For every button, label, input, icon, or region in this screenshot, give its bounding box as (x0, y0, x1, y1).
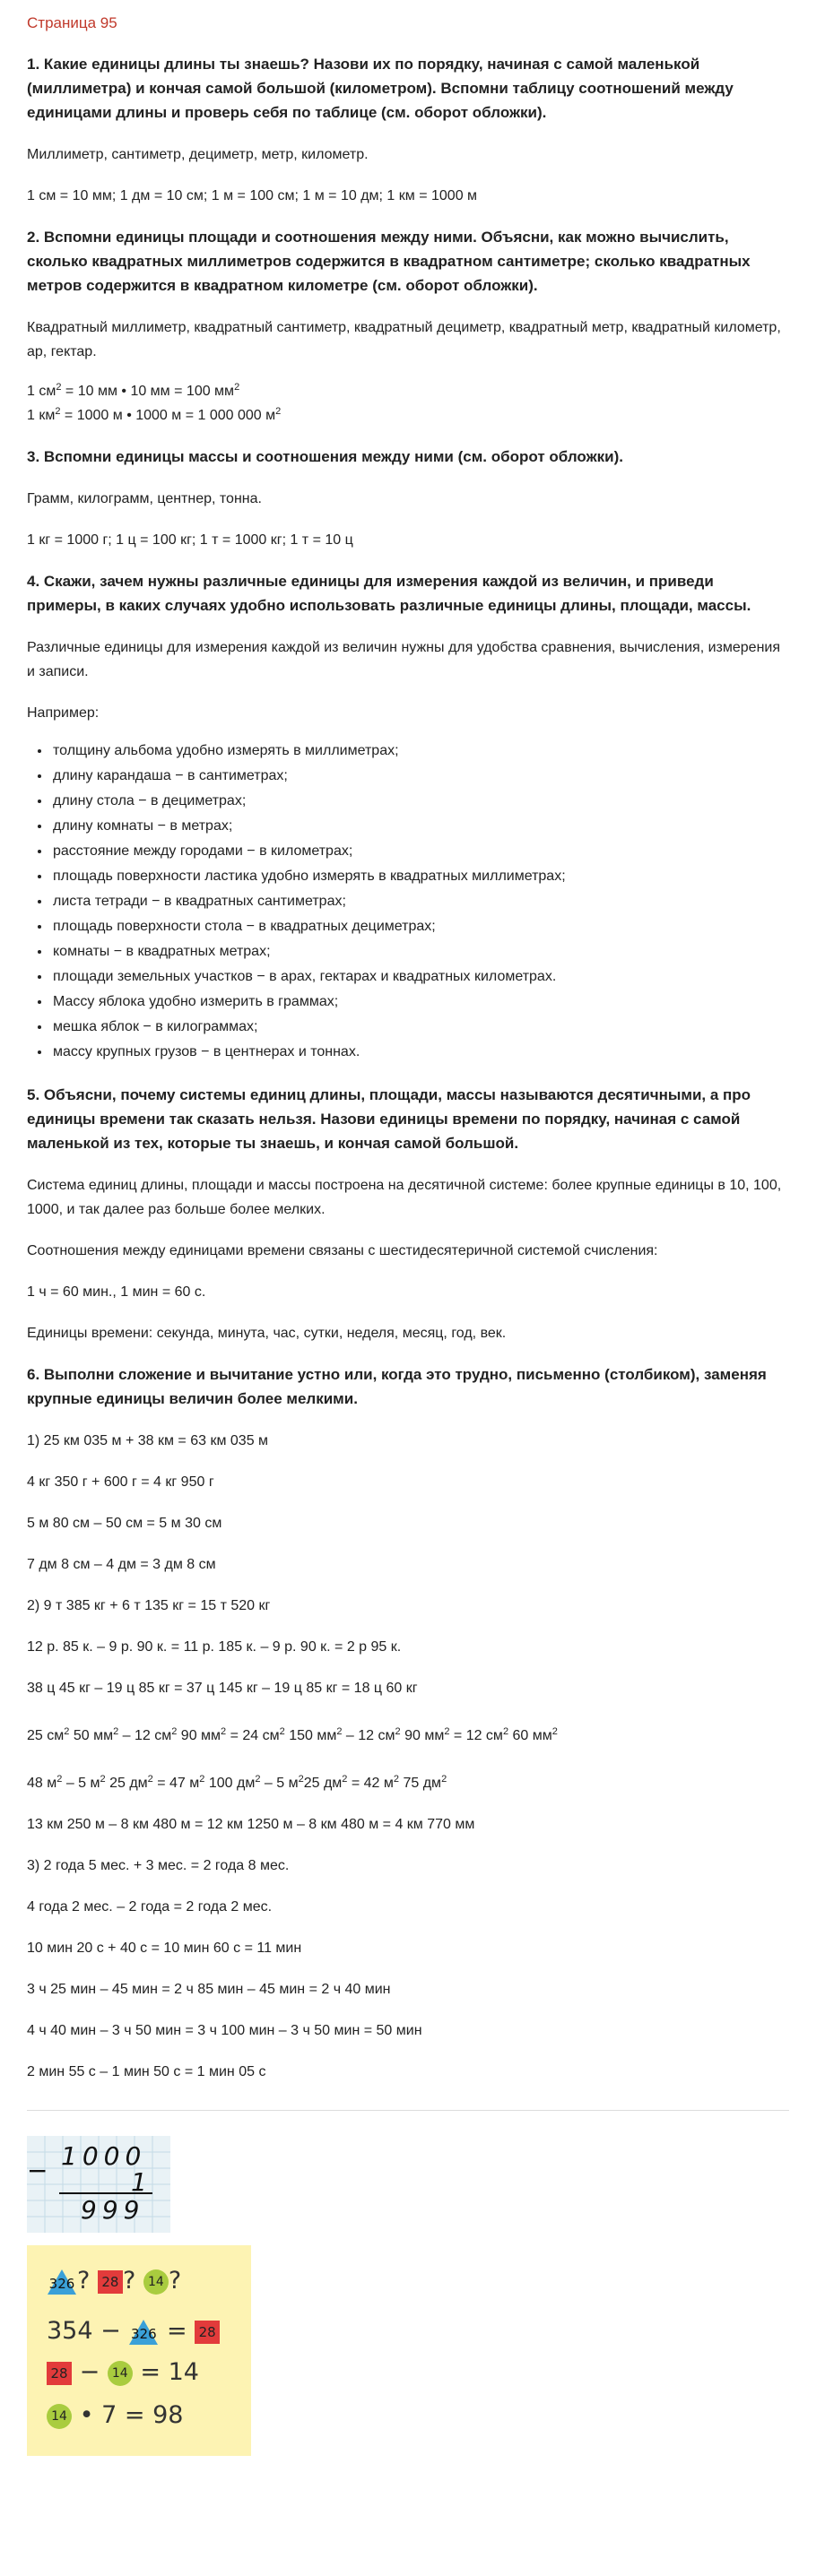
minus-sign: − (27, 2156, 54, 2185)
calc-line: 10 мин 20 с + 40 с = 10 мин 60 с = 11 мин (27, 1941, 302, 1956)
list-item: • листа тетради − в квадратных сантиметрах; (51, 889, 789, 914)
calc-line-area: 25 $см^2$ 50 $мм^2 - 12$ $см^2$ 90 $мм^2 = 24$ $см^2$ 150 $мм^2 - 12$ $см^2$ 90 $мм^2 = 12$ $см^2$ 60 $мм^2$ (27, 1726, 558, 1743)
question-5: 5. Объясни, почему системы единиц длины, площади, массы называются десятичными, а про единицы времени так сказать нельзя. Назови единицы времени по порядку, начиная с самой маленькой из тех, которые ты знаешь, и кончая самой большой. (27, 1086, 751, 1152)
list-item: • длину комнаты − в метрах; (51, 814, 789, 839)
solution-page (27, 0, 789, 2456)
answer-3-ratios: 1 кг = 1000 г; 1 ц = 100 кг; 1 т = 1000 кг; 1 т = 10 ц (27, 532, 353, 548)
answer-1-ratios: 1 см = 10 мм; 1 дм = 10 см; 1 м = 100 см; 1 м = 10 дм; 1 км = 1000 м (27, 188, 478, 203)
question-3: 3. Вспомни единицы массы и соотношения между ними (см. оборот обложки). (27, 448, 623, 465)
question-2: 2. Вспомни единицы площади и соотношения между ними. Объясни, как можно вычислить, сколько квадратных миллиметров содержится в квадратном сантиметре; сколько квадратных метров содержится в квадратном километре (см. оборот обложки). (27, 229, 751, 294)
puzzle-row-3: 28 − 14 = 14 (47, 2358, 199, 2386)
calc-line: 4 кг 350 г + 600 г = 4 кг 950 г (27, 1474, 214, 1490)
divider (27, 2110, 789, 2111)
green-circle: 14 (108, 2361, 133, 2386)
difference: 999 (81, 2195, 145, 2225)
answer-5-sexagesimal: Соотношения между единицами времени связаны с шестидесятеричной системой счисления: (27, 1243, 658, 1258)
calc-line: 3) 2 года 5 мес. + 3 мес. = 2 года 8 мес. (27, 1858, 290, 1873)
triangle-icon: 326 (47, 2269, 77, 2295)
puzzle-row-4: 14 • 7 = 98 (47, 2401, 183, 2429)
list-item: • мешка яблок − в килограммах; (51, 1015, 789, 1040)
triangle-icon: 326 (128, 2319, 159, 2346)
red-square: 28 (98, 2270, 123, 2294)
minuend: 1000 (61, 2141, 147, 2171)
green-circle: 14 (47, 2404, 72, 2429)
calc-line: 3 ч 25 мин – 45 мин = 2 ч 85 мин – 45 мин = 2 ч 40 мин (27, 1982, 391, 1997)
answer-2-units: Квадратный миллиметр, квадратный сантиметр, квадратный дециметр, квадратный метр, квадратный километр, ар, гектар. (27, 320, 781, 359)
question-4: 4. Скажи, зачем нужны различные единицы для измерения каждой из величин, и приведи примеры, в каких случаях удобно использовать различные единицы длины, площади, массы. (27, 573, 751, 614)
question-6: 6. Выполни сложение и вычитание устно или, когда это трудно, письменно (столбиком), заменяя крупные единицы величин более мелкими. (27, 1366, 767, 1407)
calc-line: 5 м 80 см – 50 см = 5 м 30 см (27, 1516, 222, 1531)
list-item: • толщину альбома удобно измерять в миллиметрах; (51, 739, 789, 764)
answer-4-intro: Различные единицы для измерения каждой из величин нужны для удобства сравнения, вычисления, измерения и записи. (27, 640, 781, 679)
calc-line-area: 48 $м^2 - 5$ $м^2$ 25 $дм^2 = 47$ $м^2$ 100 $дм^2 - 5$ $м^225$ $дм^2 = 42$ $м^2$ 75 $дм^2$ (27, 1774, 447, 1791)
list-item: • Массу яблока удобно измерить в граммах; (51, 990, 789, 1015)
list-item: • массу крупных грузов − в центнерах и тоннах. (51, 1040, 789, 1065)
column-subtraction-figure (27, 2136, 170, 2233)
calc-line: 2 мин 55 с – 1 мин 50 с = 1 мин 05 с (27, 2064, 266, 2079)
green-circle: 14 (143, 2269, 169, 2295)
list-item: • комнаты − в квадратных метрах; (51, 939, 789, 964)
calc-line: 2) 9 т 385 кг + 6 т 135 кг = 15 т 520 кг (27, 1598, 271, 1613)
page-link[interactable]: Страница 95 (27, 14, 117, 31)
answer-3-units: Грамм, килограмм, центнер, тонна. (27, 491, 262, 506)
list-item: • площади земельных участков − в арах, гектарах и квадратных километрах. (51, 964, 789, 990)
answer-5-time-ratios: 1 ч = 60 мин., 1 мин = 60 с. (27, 1284, 206, 1300)
list-item: • расстояние между городами − в километрах; (51, 839, 789, 864)
list-item: • площадь поверхности стола − в квадратных дециметрах; (51, 914, 789, 939)
red-square: 28 (47, 2362, 72, 2385)
answer-2-formula-cm: 1 $см^2 = 10$ мм • 10 мм = 100 $мм^2$ (27, 382, 240, 399)
subtrahend: 1 (131, 2167, 152, 2197)
calc-line: 7 дм 8 см – 4 дм = 3 дм 8 см (27, 1557, 216, 1572)
answer-2-formula-km: 1 $км^2 = 1000$ м • 1000 м = 1 000 000 $м^2$ (27, 406, 282, 423)
shapes-puzzle-figure (27, 2245, 251, 2456)
question-1: 1. Какие единицы длины ты знаешь? Назови их по порядку, начиная с самой маленькой (миллиметра) и кончая самой большой (километром). Вспомни таблицу соотношений между единицами длины и проверь себя по таблице (см. оборот обложки). (27, 56, 734, 121)
list-item: • площадь поверхности ластика удобно измерять в квадратных миллиметрах; (51, 864, 789, 889)
answer-1-units: Миллиметр, сантиметр, дециметр, метр, километр. (27, 147, 369, 162)
calc-line: 4 года 2 мес. – 2 года = 2 года 2 мес. (27, 1899, 273, 1915)
red-square: 28 (195, 2321, 220, 2344)
calc-line: 4 ч 40 мин – 3 ч 50 мин = 3 ч 100 мин – 3 ч 50 мин = 50 мин (27, 2023, 422, 2038)
calc-line: 1) 25 км 035 м + 38 км = 63 км 035 м (27, 1433, 269, 1448)
puzzle-row-1: 326 ? 28 ? 14 ? (47, 2267, 181, 2295)
list-item: • длину стола − в дециметрах; (51, 789, 789, 814)
answer-4-example-label: Например: (27, 705, 100, 721)
calc-line: 38 ц 45 кг – 19 ц 85 кг = 37 ц 145 кг – 19 ц 85 кг = 18 ц 60 кг (27, 1681, 418, 1696)
answer-5-decimal: Система единиц длины, площади и массы построена на десятичной системе: более крупные единицы в 10, 100, 1000, и так далее раз больше более мелких. (27, 1178, 782, 1217)
answer-5-time-units: Единицы времени: секунда, минута, час, сутки, неделя, месяц, год, век. (27, 1326, 507, 1341)
calc-line: 12 р. 85 к. – 9 р. 90 к. = 11 р. 185 к. – 9 р. 90 к. = 2 р 95 к. (27, 1639, 402, 1655)
list-item: • длину карандаша − в сантиметрах; (51, 764, 789, 789)
examples-list (27, 739, 789, 1065)
calc-line: 13 км 250 м – 8 км 480 м = 12 км 1250 м – 8 км 480 м = 4 км 770 мм (27, 1817, 475, 1832)
puzzle-row-2: 354 − 326 = 28 (47, 2317, 220, 2346)
